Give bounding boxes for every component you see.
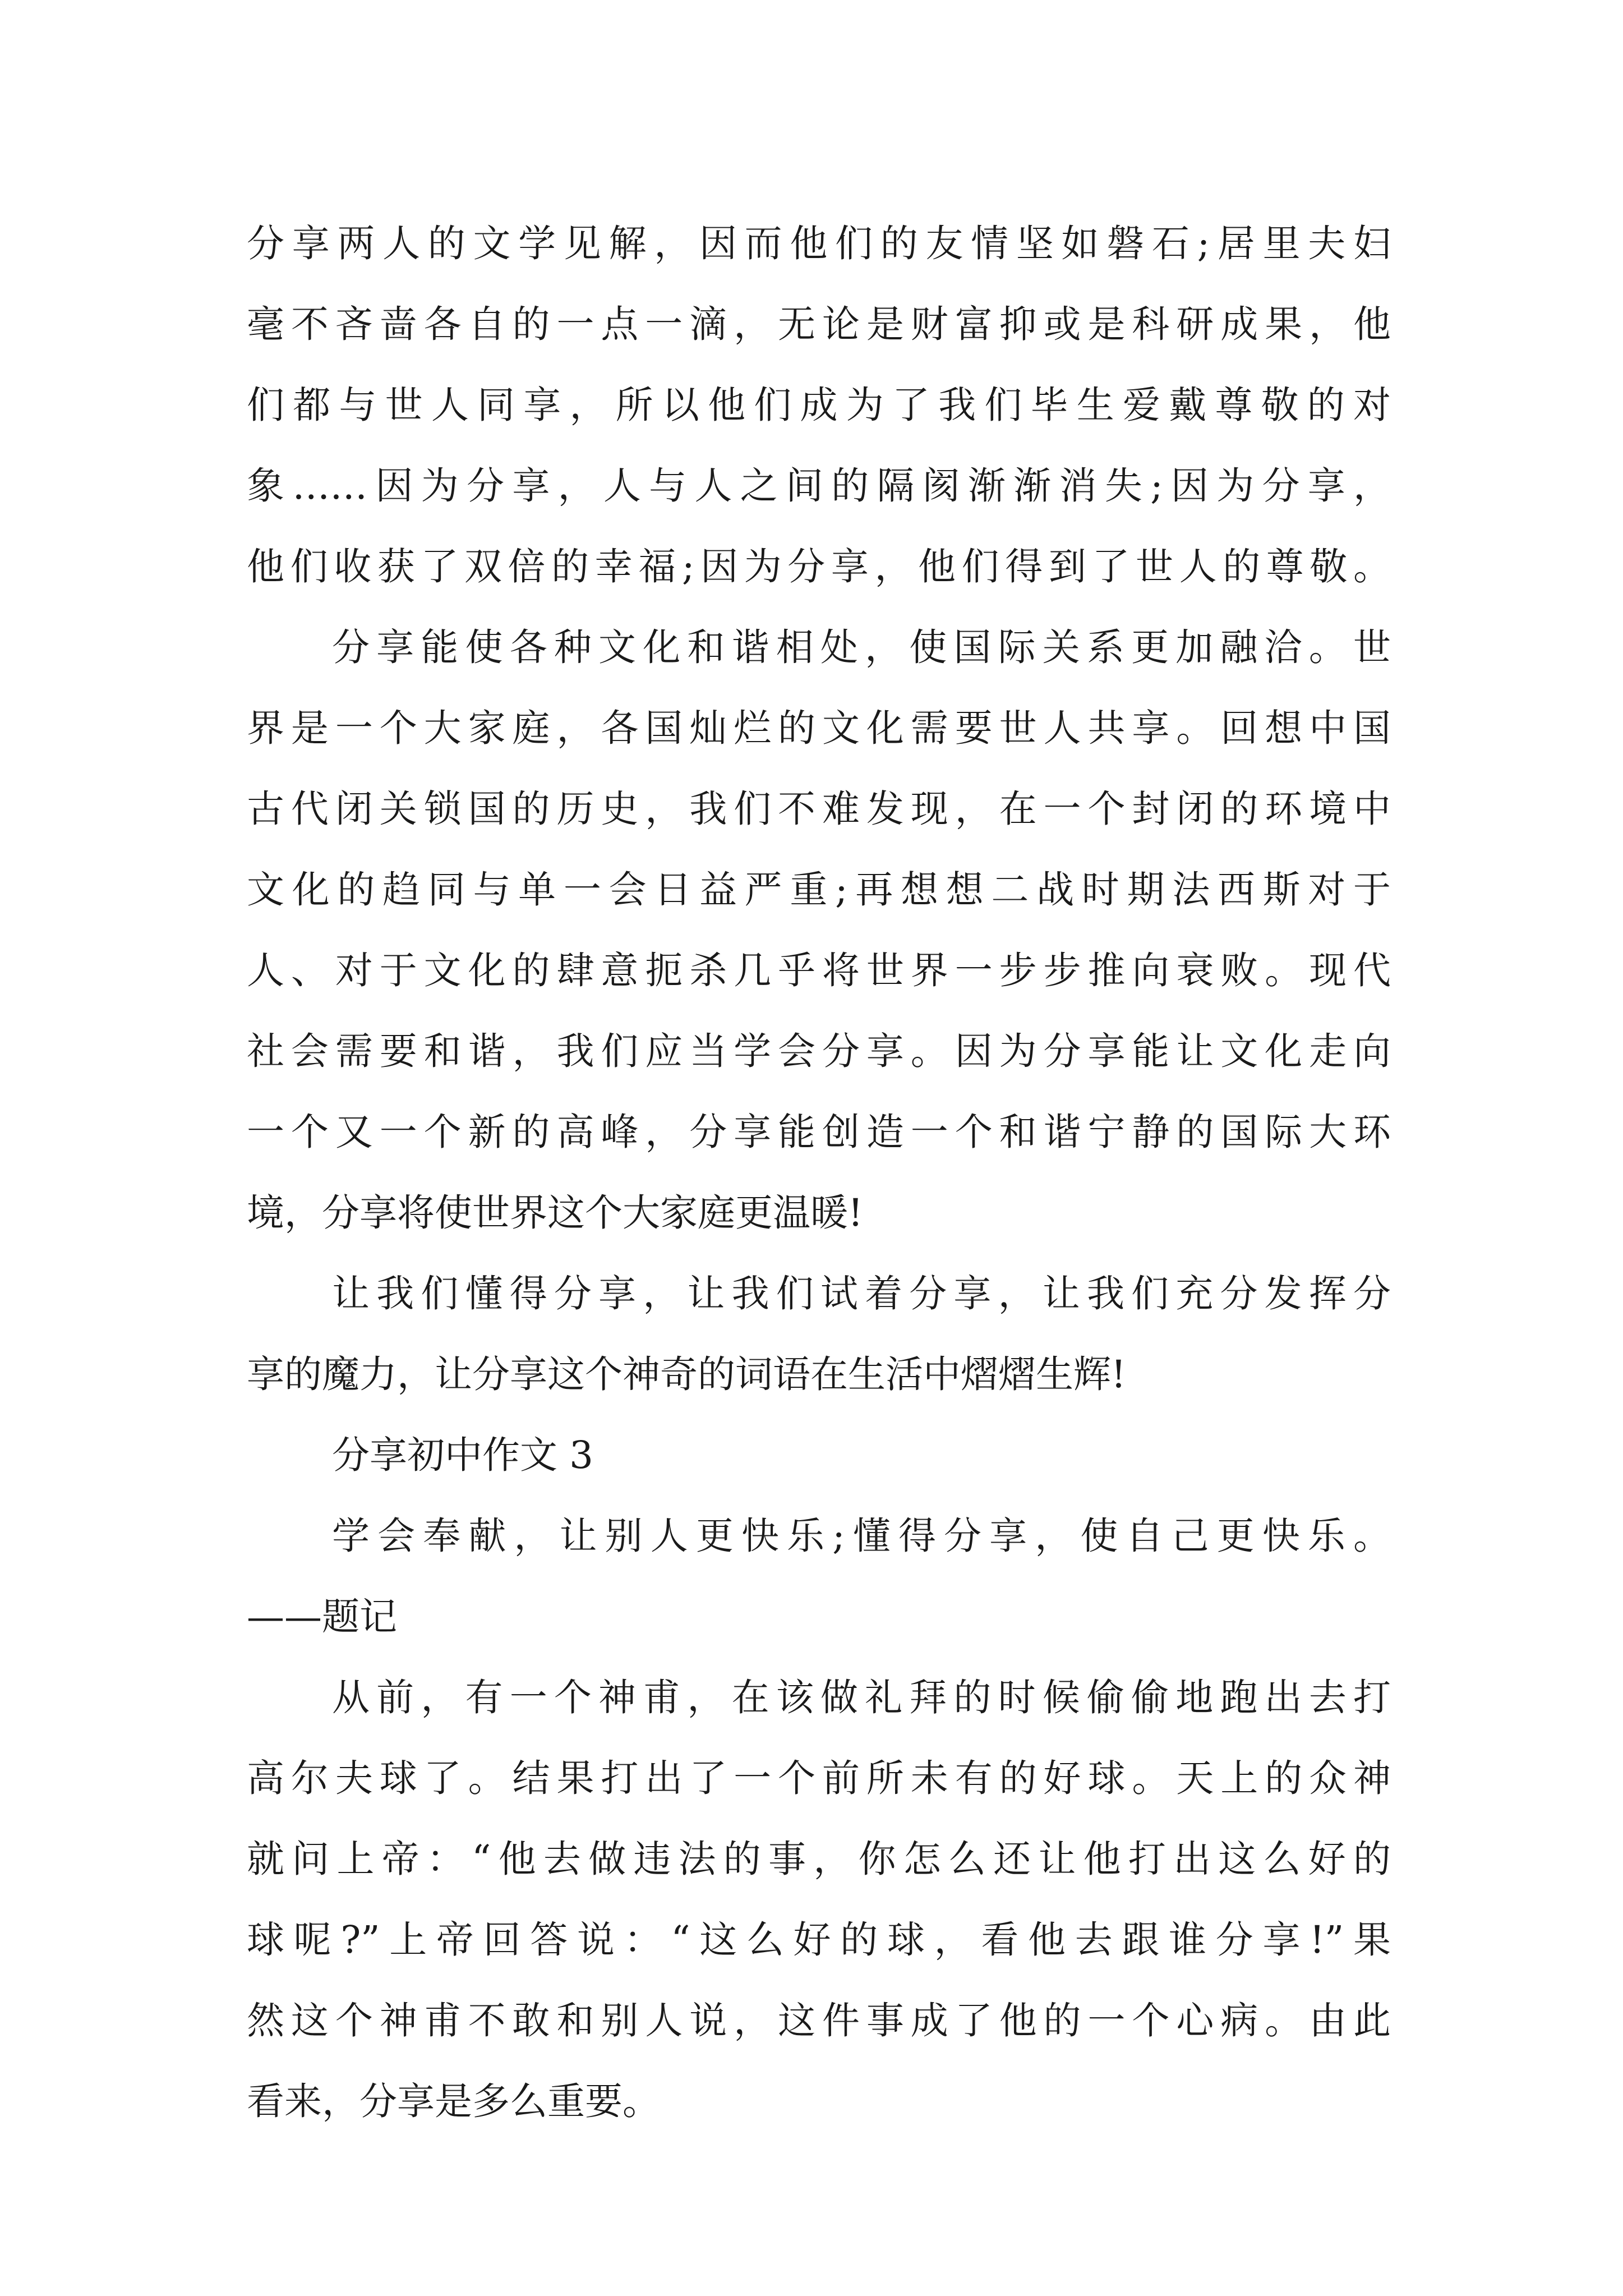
text-line: 文化的趋同与单一会日益严重;再想想二战时期法西斯对于 (247, 868, 1391, 912)
paragraph-first-line: 分享能使各种文化和谐相处，使国际关系更加融洽。世 (332, 625, 1391, 669)
text-line: 一个又一个新的高峰，分享能创造一个和谐宁静的国际大环 (247, 1110, 1391, 1154)
paragraph-first-line: 让我们懂得分享，让我们试着分享，让我们充分发挥分 (332, 1272, 1391, 1315)
text-line: 社会需要和谐，我们应当学会分享。因为分享能让文化走向 (247, 1029, 1391, 1073)
text-line: 们都与世人同享，所以他们成为了我们毕生爱戴尊敬的对 (247, 383, 1391, 427)
text-line: 境，分享将使世界这个大家庭更温暖! (247, 1191, 863, 1235)
text-line: 看来，分享是多么重要。 (247, 2079, 660, 2123)
text-line: 他们收获了双倍的幸福;因为分享，他们得到了世人的尊敬。 (247, 545, 1391, 588)
text-line: 分享两人的文学见解，因而他们的友情坚如磐石;居里夫妇 (247, 222, 1391, 265)
section-heading: 分享初中作文 3 (332, 1433, 593, 1477)
epigraph-line: 学会奉献，让别人更快乐;懂得分享，使自己更快乐。 (332, 1514, 1391, 1558)
text-line: 高尔夫球了。结果打出了一个前所未有的好球。天上的众神 (247, 1756, 1391, 1800)
text-line: 古代闭关锁国的历史，我们不难发现，在一个封闭的环境中 (247, 787, 1391, 831)
text-line: 人、对于文化的肆意扼杀几乎将世界一步步推向衰败。现代 (247, 949, 1391, 992)
text-line: 毫不吝啬各自的一点一滴，无论是财富抑或是科研成果，他 (247, 302, 1391, 346)
text-line: 就问上帝：“他去做违法的事，你怎么还让他打出这么好的 (247, 1837, 1391, 1881)
paragraph-first-line: 从前，有一个神甫，在该做礼拜的时候偷偷地跑出去打 (332, 1676, 1391, 1719)
epigraph-attribution: ——题记 (247, 1595, 397, 1639)
document-page (247, 203, 1391, 2142)
text-line: 球呢?”上帝回答说：“这么好的球，看他去跟谁分享!”果 (247, 1918, 1391, 1962)
text-line: 享的魔力，让分享这个神奇的词语在生活中熠熠生辉! (247, 1352, 1126, 1396)
text-line: 象……因为分享，人与人之间的隔阂渐渐消失;因为分享， (247, 464, 1391, 508)
text-line: 界是一个大家庭，各国灿烂的文化需要世人共享。回想中国 (247, 706, 1391, 750)
text-line: 然这个神甫不敢和别人说，这件事成了他的一个心病。由此 (247, 1999, 1391, 2042)
